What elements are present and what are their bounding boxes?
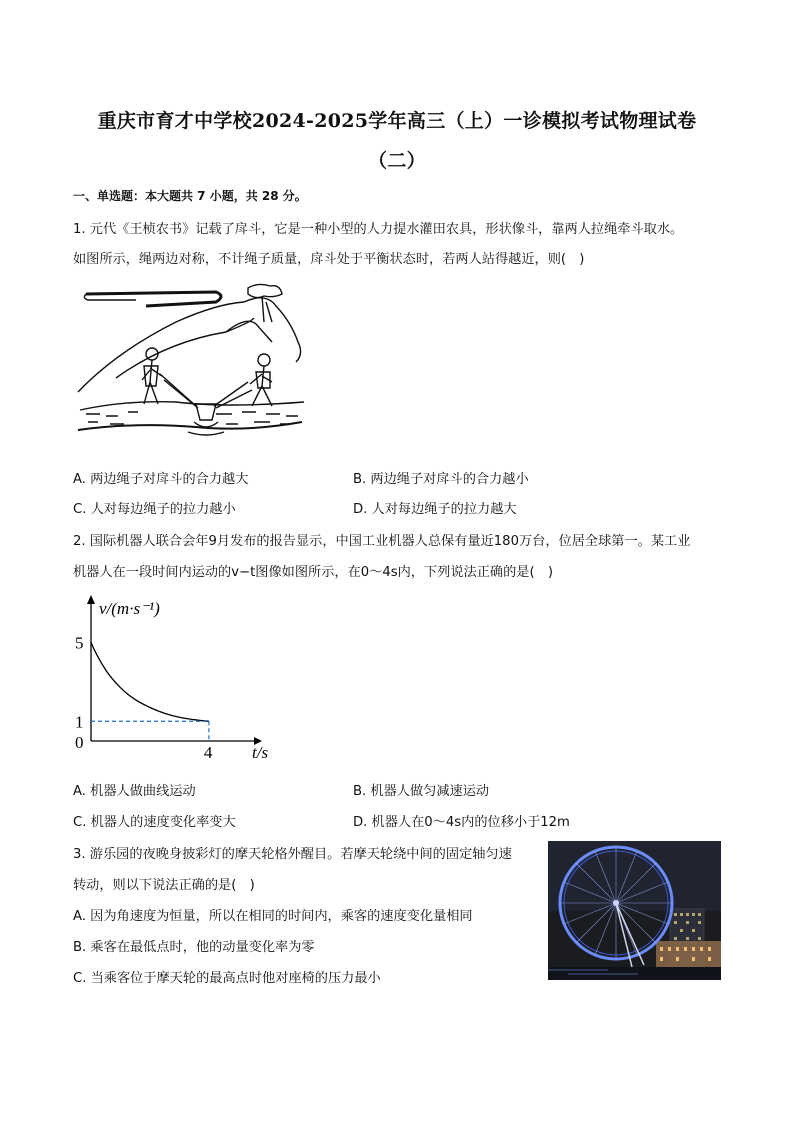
q3-option-b: B. 乘客在最低点时，他的动量变化率为零 [73,940,315,955]
y-axis-label: v/(m·s⁻¹) [99,599,160,618]
q2-option-d: D. 机器人在0～4s内的位移小于12m [353,815,570,830]
section-heading: 一、单选题：本大题共 7 小题，共 28 分。 [73,189,307,203]
q2-stem-line1: 2. 国际机器人联合会年9月发布的报告显示，中国工业机器人总保有量近180万台，位居全球第一。某工业 [73,534,691,549]
y-tick-label: 1 [75,712,84,732]
exam-title-line2: （二） [368,150,426,172]
q1-option-b: B. 两边绳子对戽斗的合力越小 [353,472,529,487]
q1-stem-line2: 如图所示，绳两边对称，不计绳子质量，戽斗处于平衡状态时，若两人站得越近，则( ) [73,252,585,267]
exam-title-line1: 重庆市育才中学校2024-2025学年高三（上）一诊模拟考试物理试卷 [97,110,697,132]
q1-stem-line1: 1. 元代《王桢农书》记载了戽斗，它是一种小型的人力提水灌田农具，形状像斗，靠两人拉绳牵斗取水。 [73,222,684,237]
ferris-wheel-photo [548,841,721,980]
q1-option-c: C. 人对每边绳子的拉力越小 [73,502,236,517]
q2-stem-line2: 机器人在一段时间内运动的v−t图像如图所示，在0～4s内，下列说法正确的是( ) [73,565,553,580]
q2-option-a: A. 机器人做曲线运动 [73,784,196,799]
velocity-curve [91,642,209,721]
x-axis-label: t/s [252,743,269,762]
q3-option-c: C. 当乘客位于摩天轮的最高点时他对座椅的压力最小 [73,971,381,986]
q3-option-a: A. 因为角速度为恒量，所以在相同的时间内，乘客的速度变化量相同 [73,909,473,924]
q1-option-d: D. 人对每边绳子的拉力越大 [353,502,517,517]
q3-stem-line1: 3. 游乐园的夜晚身披彩灯的摩天轮格外醒目。若摩天轮绕中间的固定轴匀速 [73,847,512,862]
q2-option-c: C. 机器人的速度变化率变大 [73,815,236,830]
y-axis-arrow [87,595,95,604]
v-t-chart [70,590,280,765]
q2-option-b: B. 机器人做匀减速运动 [353,784,490,799]
q3-stem-line2: 转动，则以下说法正确的是( ) [73,878,255,893]
well-bucket-illustration [76,282,308,442]
origin-label: 0 [75,733,84,752]
x-tick-label: 4 [203,743,213,762]
q1-option-a: A. 两边绳子对戽斗的合力越大 [73,472,249,487]
y-tick-label: 5 [75,633,84,653]
